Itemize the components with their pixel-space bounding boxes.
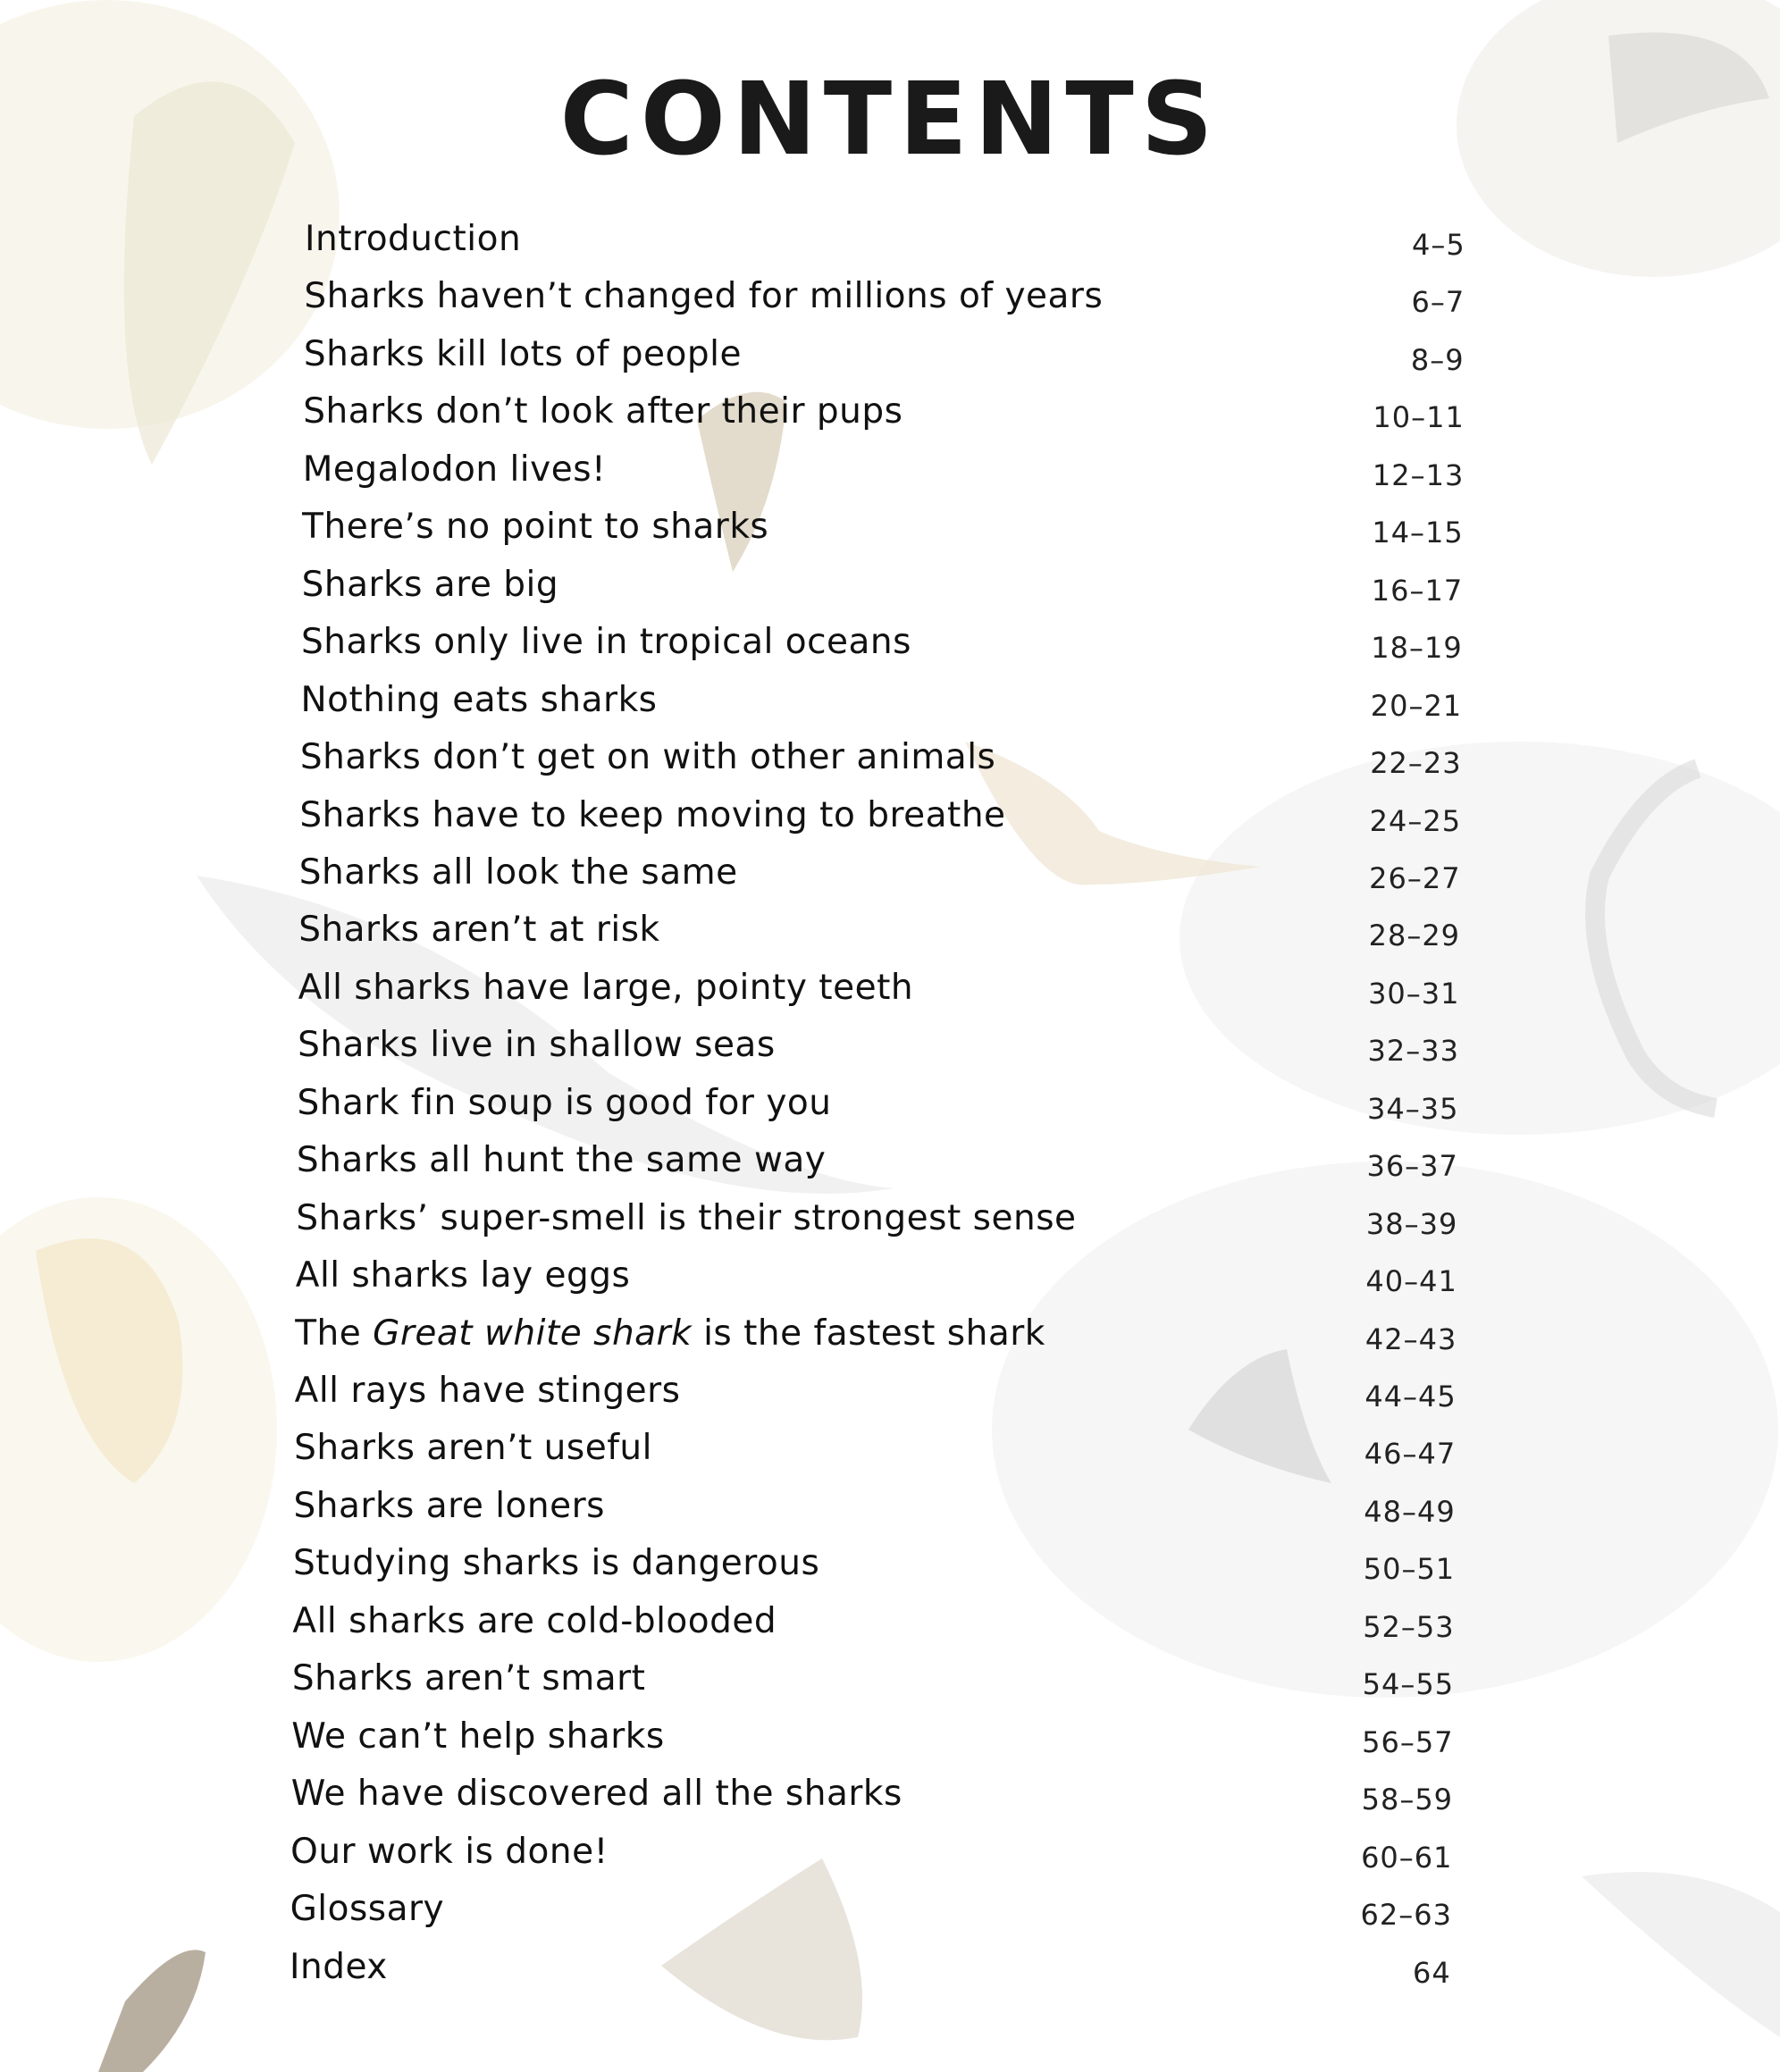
toc-entry-title: Megalodon lives! bbox=[302, 449, 607, 490]
toc-entry-pages: 32–33 bbox=[1367, 1034, 1459, 1069]
toc-entry-title: Index bbox=[290, 1946, 388, 1987]
toc-entry bbox=[0, 1597, 1780, 1647]
toc-entry bbox=[0, 1309, 1780, 1359]
toc-entry-title: Introduction bbox=[305, 219, 522, 259]
toc-entry bbox=[0, 560, 1780, 610]
toc-entry bbox=[0, 1654, 1780, 1704]
toc-entry-title: Shark fin soup is good for you bbox=[297, 1082, 832, 1123]
toc-entry bbox=[0, 1539, 1780, 1589]
toc-entry-title: Sharks aren’t useful bbox=[294, 1428, 652, 1469]
toc-entry-pages: 8–9 bbox=[1410, 342, 1465, 377]
toc-entry-pages: 52–53 bbox=[1363, 1609, 1455, 1644]
toc-entry bbox=[0, 214, 1780, 264]
toc-entry bbox=[0, 675, 1780, 726]
toc-entry-pages: 56–57 bbox=[1362, 1724, 1454, 1759]
toc-entry-pages: 30–31 bbox=[1368, 976, 1460, 1011]
toc-entry-pages: 44–45 bbox=[1364, 1380, 1457, 1413]
toc-entry-title: Sharks don’t look after their pups bbox=[303, 391, 903, 432]
toc-entry-pages: 26–27 bbox=[1369, 860, 1461, 895]
toc-entry-title: Our work is done! bbox=[290, 1831, 609, 1872]
toc-entry bbox=[0, 330, 1780, 380]
toc-entry-title: Glossary bbox=[290, 1889, 445, 1930]
toc-entry-pages: 40–41 bbox=[1365, 1264, 1457, 1299]
toc-entry-pages: 42–43 bbox=[1364, 1321, 1457, 1356]
toc-entry-pages: 14–15 bbox=[1372, 516, 1464, 550]
toc-entry-title: Sharks don’t get on with other animals bbox=[299, 737, 996, 778]
toc-entry-title: All rays have stingers bbox=[294, 1371, 681, 1411]
toc-entry bbox=[0, 733, 1780, 783]
toc-entry-pages: 62–63 bbox=[1360, 1898, 1452, 1933]
toc-entry-pages: 24–25 bbox=[1369, 803, 1462, 838]
toc-entry-pages: 18–19 bbox=[1371, 631, 1463, 666]
toc-entry-title: Sharks all look the same bbox=[298, 851, 738, 893]
toc-entry bbox=[0, 502, 1780, 552]
toc-entry bbox=[0, 1078, 1780, 1128]
toc-entry-pages: 28–29 bbox=[1368, 919, 1461, 953]
toc-entry bbox=[0, 1712, 1780, 1762]
toc-entry-pages: 12–13 bbox=[1372, 457, 1465, 492]
toc-entry-title: Sharks kill lots of people bbox=[303, 333, 742, 374]
toc-entry-pages: 64 bbox=[1413, 1955, 1451, 1990]
toc-entry-title: Sharks aren’t smart bbox=[291, 1658, 646, 1699]
toc-entry-title: Studying sharks is dangerous bbox=[292, 1543, 820, 1584]
toc-entry bbox=[0, 1423, 1780, 1473]
toc-entry-title-part: is the fastest shark bbox=[692, 1313, 1045, 1354]
toc-entry-title bbox=[295, 1309, 1045, 1359]
toc-entry-pages: 60–61 bbox=[1361, 1840, 1453, 1875]
toc-entry-title: Sharks are big bbox=[301, 564, 559, 605]
toc-entry-pages: 46–47 bbox=[1364, 1437, 1457, 1472]
toc-entry bbox=[0, 848, 1780, 898]
toc-entry-pages: 6–7 bbox=[1411, 285, 1465, 320]
toc-entry-pages: 10–11 bbox=[1373, 400, 1465, 435]
toc-entry-pages: 48–49 bbox=[1364, 1494, 1456, 1529]
toc-entry bbox=[0, 617, 1780, 667]
toc-entry-title: Sharks haven’t changed for millions of years bbox=[304, 276, 1104, 317]
toc-entry-title: There’s no point to sharks bbox=[302, 507, 769, 548]
toc-entry-pages: 34–35 bbox=[1367, 1091, 1459, 1126]
toc-entry-pages: 38–39 bbox=[1365, 1206, 1458, 1241]
toc-entry-title: Sharks are loners bbox=[293, 1485, 605, 1526]
page-title: CONTENTS bbox=[559, 62, 1221, 178]
toc-entry bbox=[0, 905, 1780, 955]
toc-entry bbox=[0, 1481, 1780, 1531]
toc-entry bbox=[0, 963, 1780, 1013]
toc-entry-pages: 4–5 bbox=[1412, 228, 1465, 262]
toc-entry-pages: 50–51 bbox=[1363, 1552, 1456, 1587]
toc-entry-title: Sharks only live in tropical oceans bbox=[301, 622, 911, 663]
toc-entry bbox=[0, 1194, 1780, 1244]
toc-entry-title-italic: Great white shark bbox=[373, 1313, 693, 1354]
toc-entry bbox=[0, 1827, 1780, 1877]
toc-entry-pages: 54–55 bbox=[1362, 1667, 1455, 1702]
toc-entry-title: Sharks’ super-smell is their strongest sense bbox=[296, 1197, 1077, 1238]
toc-entry bbox=[0, 1136, 1780, 1186]
toc-entry-title: Sharks all hunt the same way bbox=[296, 1140, 827, 1181]
toc-entry bbox=[0, 1942, 1780, 1992]
toc-entry-title: All sharks are cold-blooded bbox=[292, 1600, 777, 1641]
toc-entry bbox=[0, 1884, 1780, 1934]
toc-entry-title: Sharks aren’t at risk bbox=[298, 910, 660, 951]
toc-entry-pages: 58–59 bbox=[1361, 1783, 1454, 1817]
toc-entry bbox=[0, 445, 1780, 495]
toc-entry-title: Sharks live in shallow seas bbox=[298, 1025, 776, 1066]
toc-entry-pages: 36–37 bbox=[1366, 1149, 1458, 1184]
toc-entry-pages: 20–21 bbox=[1370, 688, 1463, 723]
toc-entry-title: We can’t help sharks bbox=[291, 1715, 665, 1757]
toc-entry-pages: 16–17 bbox=[1371, 573, 1464, 608]
toc-entry bbox=[0, 387, 1780, 437]
toc-entry bbox=[0, 1366, 1780, 1416]
toc-entry-title: We have discovered all the sharks bbox=[290, 1774, 903, 1815]
toc-entry-pages: 22–23 bbox=[1370, 746, 1462, 781]
toc-entry bbox=[0, 272, 1780, 322]
toc-entry bbox=[0, 1020, 1780, 1070]
toc-entry-title: Nothing eats sharks bbox=[300, 679, 658, 720]
toc-entry-title-part: The bbox=[295, 1313, 374, 1354]
toc-entry bbox=[0, 1769, 1780, 1819]
toc-entry-title: All sharks have large, pointy teeth bbox=[298, 967, 914, 1008]
toc-entry-title: Sharks have to keep moving to breathe bbox=[299, 794, 1006, 835]
toc-entry bbox=[0, 1251, 1780, 1301]
toc-entry-title: All sharks lay eggs bbox=[295, 1255, 631, 1296]
toc-entry bbox=[0, 791, 1780, 841]
